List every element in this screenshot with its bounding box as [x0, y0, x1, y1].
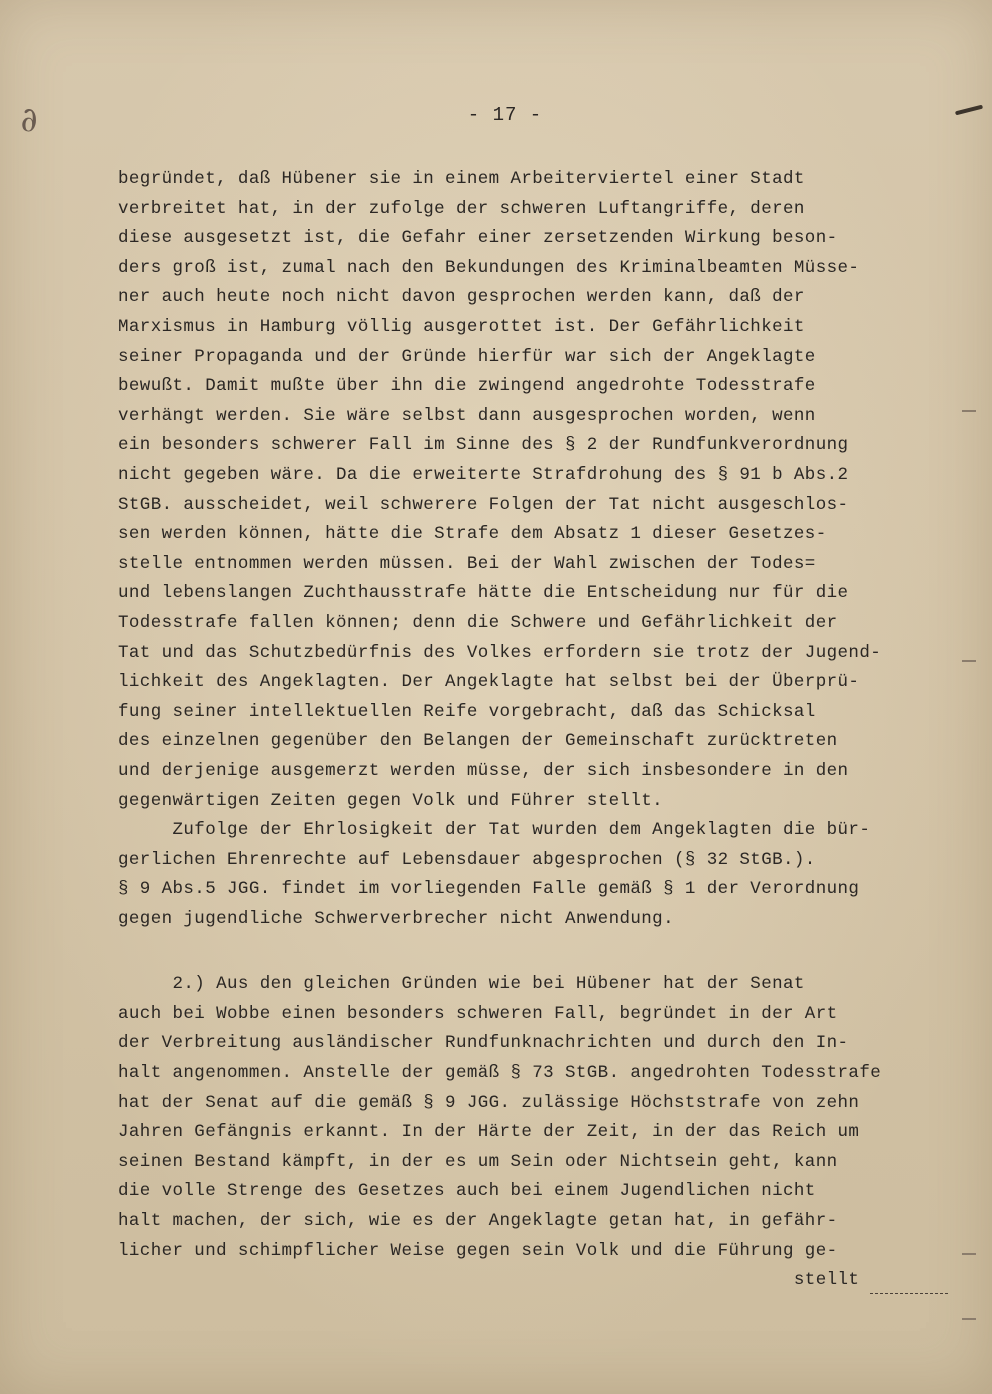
- page-number: - 17 -: [467, 104, 543, 126]
- document-line: hat der Senat auf die gemäß § 9 JGG. zulässige Höchststrafe von zehn: [118, 1093, 860, 1113]
- document-line: begründet, daß Hübener sie in einem Arbeiterviertel einer Stadt: [118, 169, 805, 189]
- document-line: und lebenslangen Zuchthausstrafe hätte die Entscheidung nur für die: [118, 583, 849, 603]
- document-line: gegenwärtigen Zeiten gegen Volk und Führer stellt.: [118, 791, 664, 811]
- document-line: § 9 Abs.5 JGG. findet im vorliegenden Falle gemäß § 1 der Verordnung: [118, 879, 860, 899]
- margin-tick: [962, 1253, 976, 1255]
- document-line: StGB. ausscheidet, weil schwerere Folgen der Tat nicht ausgeschlos-: [118, 495, 849, 515]
- document-line: Marxismus in Hamburg völlig ausgerottet ist. Der Gefährlichkeit: [118, 317, 805, 337]
- document-line: seinen Bestand kämpft, in der es um Sein oder Nichtsein geht, kann: [118, 1152, 838, 1172]
- document-line: halt angenommen. Anstelle der gemäß § 73 StGB. angedrohten Todesstrafe: [118, 1063, 882, 1083]
- document-line: gerlichen Ehrenrechte auf Lebensdauer abgesprochen (§ 32 StGB.).: [118, 850, 816, 870]
- margin-tick: [962, 660, 976, 662]
- document-line: ein besonders schwerer Fall im Sinne des § 2 der Rundfunkverordnung: [118, 435, 849, 455]
- document-line: licher und schimpflicher Weise gegen sein Volk und die Führung ge-: [118, 1241, 838, 1261]
- document-line: sen werden können, hätte die Strafe dem Absatz 1 dieser Gesetzes-: [118, 524, 827, 544]
- document-line: Zufolge der Ehrlosigkeit der Tat wurden dem Angeklagten die bür-: [118, 820, 871, 840]
- document-line: halt machen, der sich, wie es der Angeklagte getan hat, in gefähr-: [118, 1211, 838, 1231]
- document-line: die volle Strenge des Gesetzes auch bei einem Jugendlichen nicht: [118, 1181, 816, 1201]
- document-line: ders groß ist, zumal nach den Bekundungen des Kriminalbeamten Müsse-: [118, 258, 860, 278]
- document-line: lichkeit des Angeklagten. Der Angeklagte hat selbst bei der Überprü-: [118, 672, 860, 692]
- document-line: verbreitet hat, in der zufolge der schweren Luftangriffe, deren: [118, 199, 805, 219]
- document-line: gegen jugendliche Schwerverbrecher nicht Anwendung.: [118, 909, 674, 929]
- document-line: seiner Propaganda und der Gründe hierfür war sich der Angeklagte: [118, 347, 816, 367]
- document-line: auch bei Wobbe einen besonders schweren Fall, begründet in der Art: [118, 1004, 838, 1024]
- catchword-underline: [870, 1293, 948, 1294]
- document-line: stellt: [118, 1270, 860, 1290]
- document-line: 2.) Aus den gleichen Gründen wie bei Hübener hat der Senat: [118, 974, 805, 994]
- document-line: Jahren Gefängnis erkannt. In der Härte der Zeit, in der das Reich um: [118, 1122, 860, 1142]
- pencil-margin-mark: ∂: [17, 99, 40, 141]
- document-line: der Verbreitung ausländischer Rundfunknachrichten und durch den In-: [118, 1033, 849, 1053]
- document-line: ner auch heute noch nicht davon gesprochen werden kann, daß der: [118, 287, 805, 307]
- margin-tick: [962, 1318, 976, 1320]
- document-line: fung seiner intellektuellen Reife vorgebracht, daß das Schicksal: [118, 702, 816, 722]
- document-line: stelle entnommen werden müssen. Bei der Wahl zwischen der Todes=: [118, 554, 816, 574]
- document-line: verhängt werden. Sie wäre selbst dann ausgesprochen worden, wenn: [118, 406, 816, 426]
- document-line: und derjenige ausgemerzt werden müsse, der sich insbesondere in den: [118, 761, 849, 781]
- document-line: bewußt. Damit mußte über ihn die zwingend angedrohte Todesstrafe: [118, 376, 816, 396]
- document-line: des einzelnen gegenüber den Belangen der Gemeinschaft zurücktreten: [118, 731, 838, 751]
- document-line: diese ausgesetzt ist, die Gefahr einer zersetzenden Wirkung beson-: [118, 228, 838, 248]
- document-line: Tat und das Schutzbedürfnis des Volkes erfordern sie trotz der Jugend-: [118, 643, 882, 663]
- margin-tick: [962, 410, 976, 412]
- document-line: Todesstrafe fallen können; denn die Schwere und Gefährlichkeit der: [118, 613, 838, 633]
- document-line: nicht gegeben wäre. Da die erweiterte Strafdrohung des § 91 b Abs.2: [118, 465, 849, 485]
